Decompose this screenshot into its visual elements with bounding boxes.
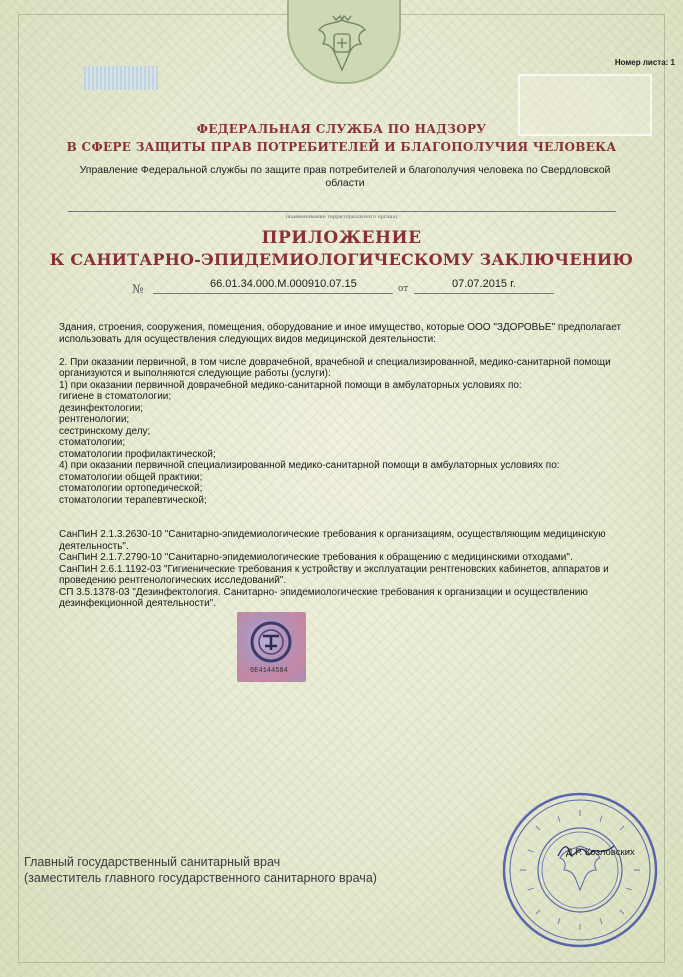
body-line: СП 3.5.1378-03 "Дезинфектология. Санитарно- эпидемиологические требования к организации и осуществлению	[59, 586, 588, 598]
document-number: 66.01.34.000.М.000910.07.15	[210, 278, 357, 290]
body-blank-line	[59, 518, 665, 530]
department-name	[62, 164, 628, 190]
body-line: проведению рентгенологических исследований".	[59, 575, 287, 586]
department-line-1: Управление Федеральной службы по защите прав потребителей и благополучия человека по Свердловской	[79, 164, 611, 176]
body-line: стоматологии ортопедической;	[59, 483, 203, 494]
agency-title	[0, 120, 683, 156]
signature-block	[24, 854, 377, 886]
body-line: Здания, строения, сооружения, помещения, оборудование и иное имущество, которые ООО "ЗДОРОВЬЕ" предполагает	[59, 322, 622, 333]
official-round-stamp	[500, 790, 660, 950]
sheet-number: Номер листа: 1	[614, 58, 675, 67]
hologram-logo-icon	[243, 618, 299, 668]
body-line: стоматологии профилактической;	[59, 448, 216, 460]
signature-title-line-1: Главный государственный санитарный врач	[24, 855, 281, 869]
body-line: стоматологии терапевтической;	[59, 494, 207, 506]
blue-registration-mark	[84, 66, 158, 90]
body-line: 1) при оказании первичной доврачебной медико-санитарной помощи в амбулаторных условиях по:	[59, 379, 522, 391]
body-line: 2. При оказании первичной, в том числе доврачебной, врачебной и специализированной, медико-санитарной помощи	[59, 356, 611, 368]
heading-line-1: ПРИЛОЖЕНИЕ	[261, 228, 422, 248]
body-blank-line	[59, 345, 665, 357]
body-blank-line	[59, 506, 665, 518]
body-line: сестринскому делу;	[59, 425, 151, 437]
document-number-row	[0, 278, 683, 298]
agency-line-1: ФЕДЕРАЛЬНАЯ СЛУЖБА ПО НАДЗОРУ	[196, 122, 487, 136]
body-line: СанПиН 2.6.1.1192-03 "Гигиенические требования к устройству и эксплуатации рентгеновских кабинетов, аппаратов и	[59, 563, 609, 575]
body-line: дезинфектологии;	[59, 402, 144, 414]
document-date: 07.07.2015 г.	[452, 278, 516, 290]
body-line: стоматологии общей практики;	[59, 471, 203, 483]
department-caption: (наименование территориального органа)	[285, 214, 398, 220]
hologram-serial: 6Е4144584	[250, 667, 288, 675]
body-line: использовать для осуществления следующих видов медицинской деятельности:	[59, 333, 436, 345]
document-body	[59, 322, 665, 610]
body-line: стоматологии;	[59, 437, 126, 448]
body-line: СанПиН 2.1.7.2790-10 "Санитарно-эпидемиологические требования к обращению с медицинскими отходами".	[59, 552, 573, 563]
coat-of-arms-emblem	[307, 10, 377, 78]
body-line: 4) при оказании первичной специализированной медико-санитарной помощи в амбулаторных условиях по:	[59, 460, 560, 471]
department-line-2: области	[325, 177, 365, 189]
number-underline	[153, 293, 393, 294]
department-underline	[68, 211, 616, 212]
signer-name: Д.Р. Козловских	[566, 847, 635, 858]
hologram-sticker	[237, 612, 306, 682]
body-line: деятельность".	[59, 540, 129, 552]
heading-line-2: К САНИТАРНО-ЭПИДЕМИОЛОГИЧЕСКОМУ ЗАКЛЮЧЕНИЮ	[49, 250, 634, 269]
body-line: гигиене в стоматологии;	[59, 391, 172, 402]
date-from-label: от	[398, 284, 409, 294]
body-line: СанПиН 2.1.3.2630-10 "Санитарно-эпидемиологические требования к организациям, осуществляющим медицинскую	[59, 529, 606, 540]
body-line: рентгенологии;	[59, 414, 130, 425]
body-line: организуются и выполняются следующие работы (услуги):	[59, 368, 331, 379]
agency-line-2: В СФЕРЕ ЗАЩИТЫ ПРАВ ПОТРЕБИТЕЛЕЙ И БЛАГОПОЛУЧИЯ ЧЕЛОВЕКА	[66, 140, 617, 154]
number-sign: №	[132, 282, 144, 296]
date-underline	[414, 293, 554, 294]
signature-title-line-2: (заместитель главного государственного санитарного врача)	[24, 871, 377, 885]
body-line: дезинфекционной деятельности".	[59, 598, 217, 609]
document-heading	[0, 227, 683, 271]
